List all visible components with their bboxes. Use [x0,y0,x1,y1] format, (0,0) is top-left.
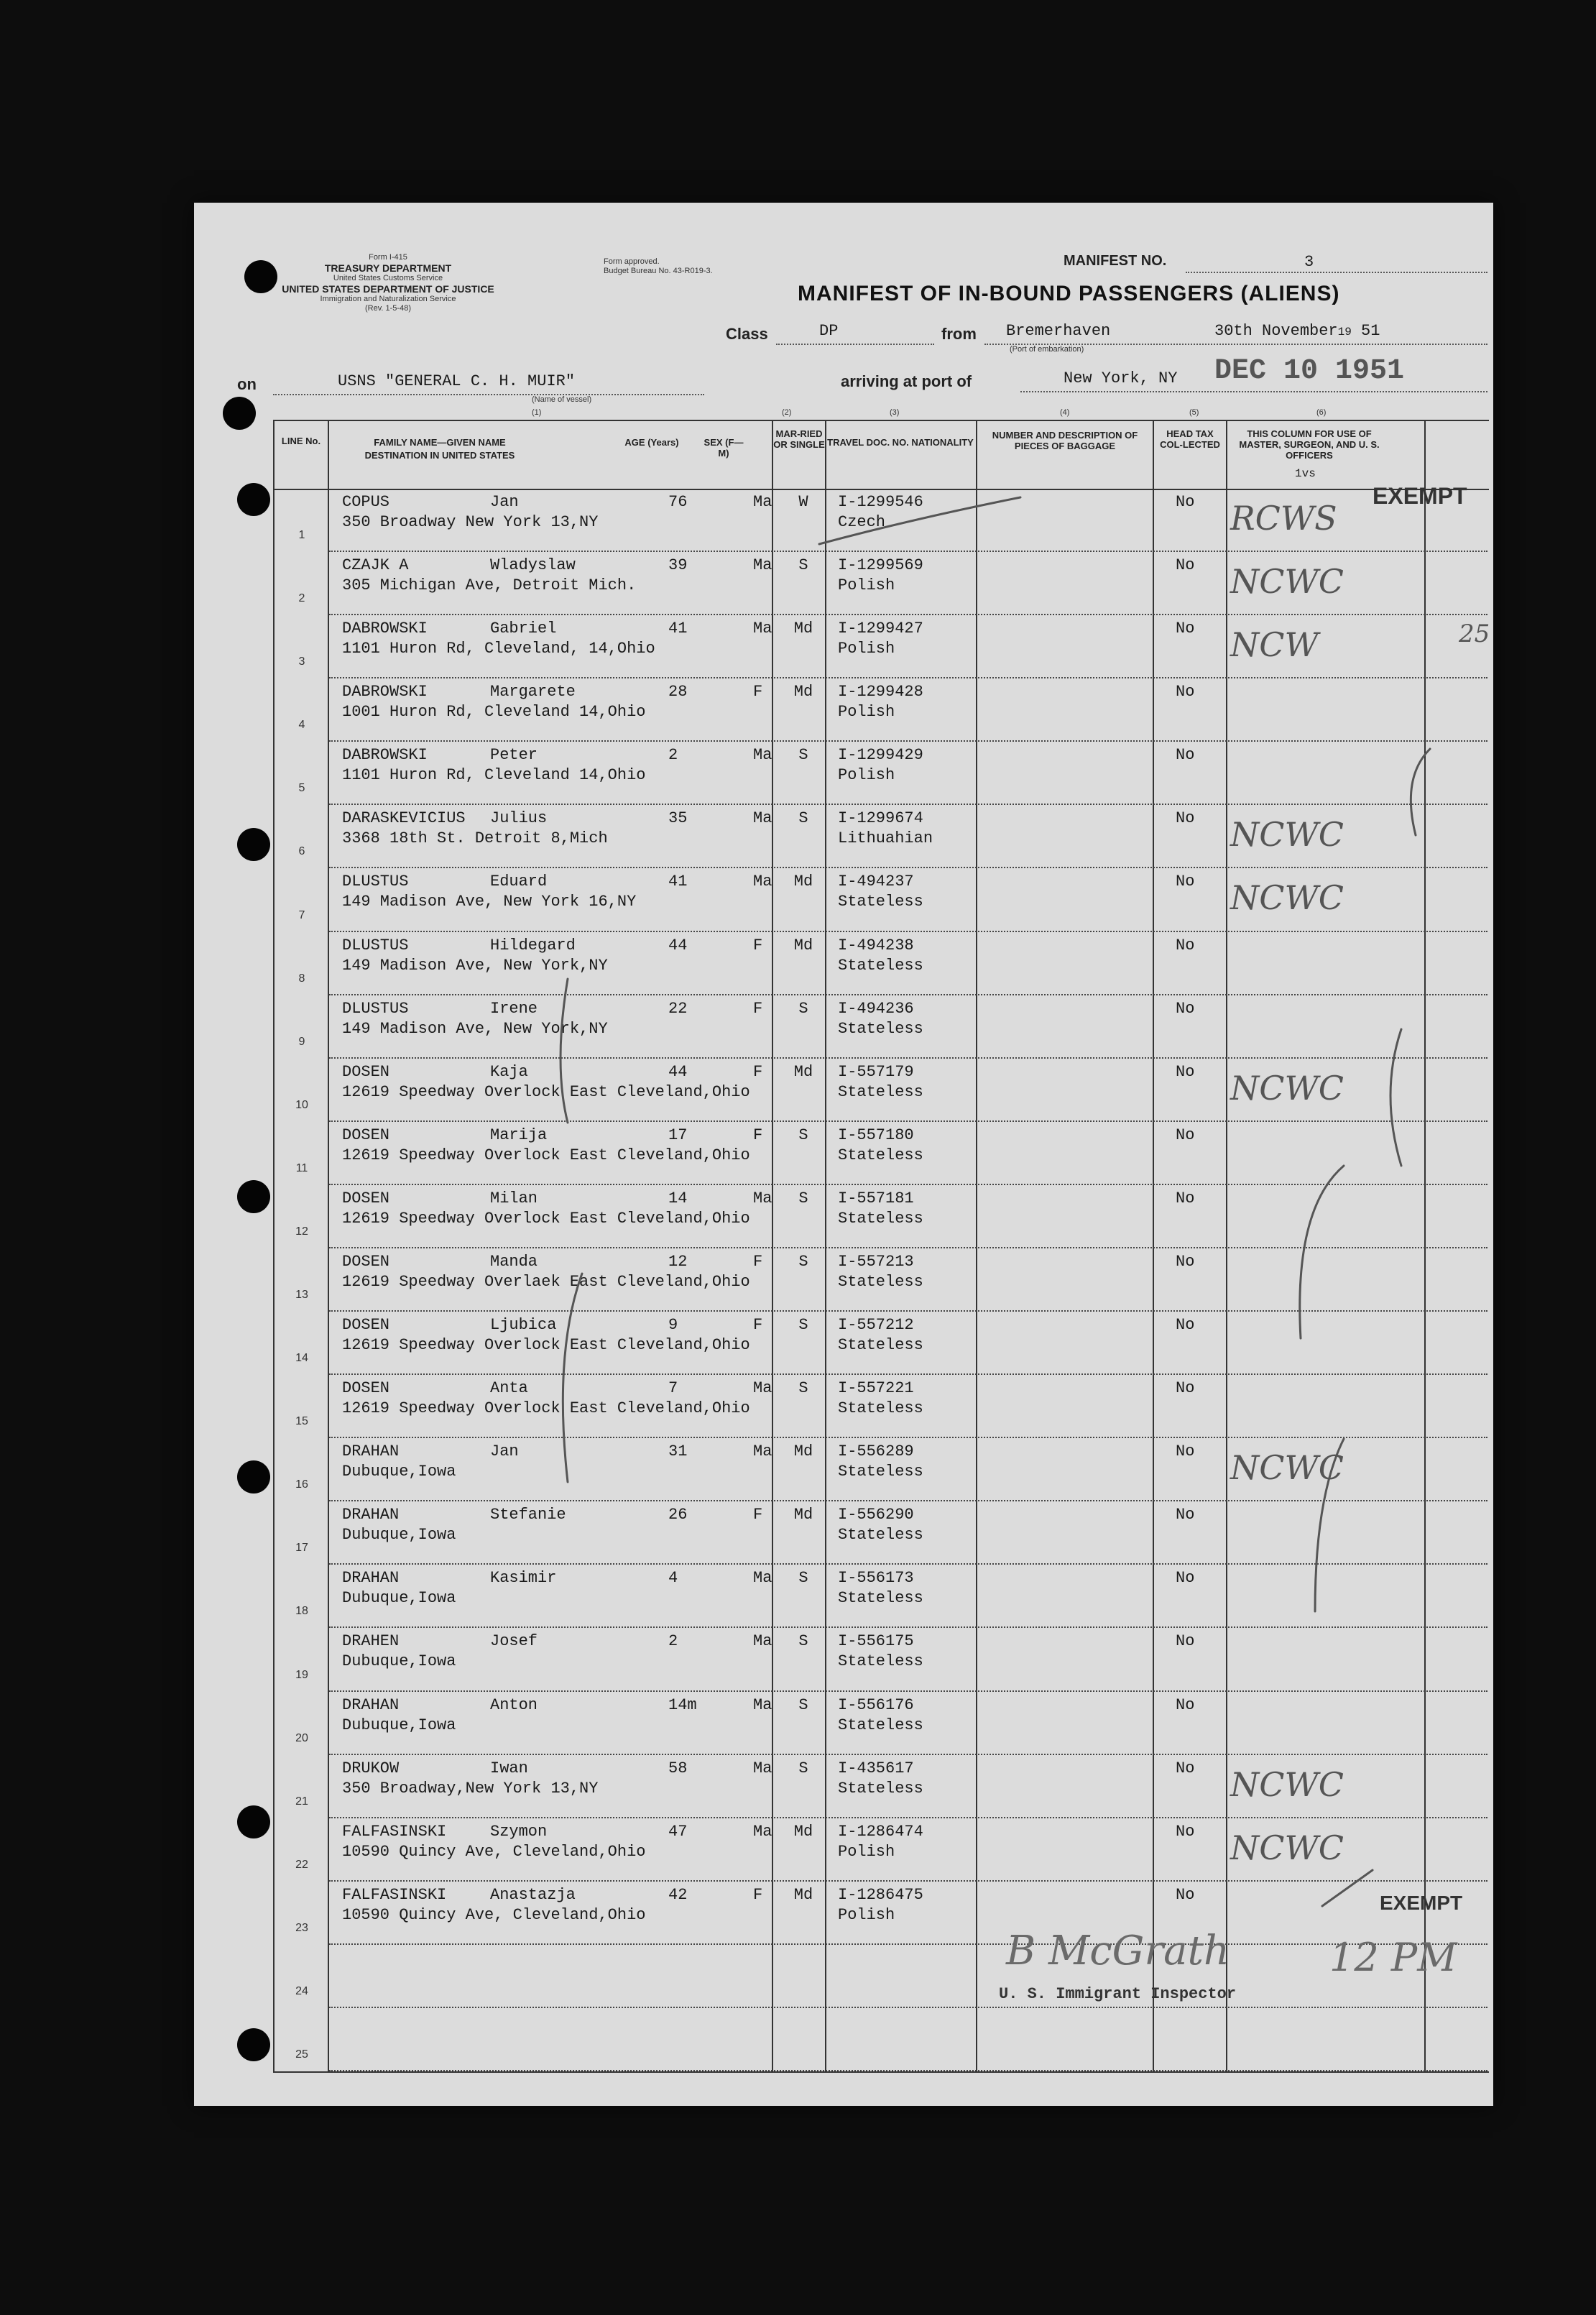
travel-doc-no: I-557213 [838,1252,914,1271]
family-name: DARASKEVICIUS [342,809,466,828]
family-name: DRAHEN [342,1632,400,1651]
head-tax: No [1176,1822,1195,1841]
travel-doc-no: I-1299569 [838,556,923,575]
sex: Ma [753,746,772,765]
embark-port-caption: (Port of embarkation) [1010,345,1084,354]
marital-status: S [798,809,808,828]
destination: 12619 Speedway Overlock East Cleveland,Ohio [342,1146,750,1164]
line-number: 22 [295,1858,308,1871]
family-name: DOSEN [342,1316,390,1335]
sex: F [753,999,763,1018]
handwriting-strokes [194,203,1493,2106]
marital-status: Md [793,620,813,638]
age: 31 [668,1442,688,1461]
head-tax: No [1176,1126,1195,1144]
officer-note: NCWC [1230,815,1344,855]
given-name: Wladyslaw [490,556,576,575]
arrival-port: New York, NY [1064,369,1178,387]
vessel-caption: (Name of vessel) [532,395,592,404]
age: 14m [668,1695,697,1714]
manifest-title: MANIFEST OF IN-BOUND PASSENGERS (ALIENS) [798,282,1340,305]
col-baggage: NUMBER AND DESCRIPTION OF PIECES OF BAGGAGE [992,430,1138,451]
sex: Ma [753,493,772,511]
line-number: 13 [295,1289,308,1302]
col-destination: DESTINATION IN UNITED STATES [364,450,515,461]
age: 35 [668,809,688,828]
destination: 12619 Speedway Overlock East Cleveland,Ohio [342,1336,750,1355]
marital-status: Md [793,936,813,954]
family-name: DLUSTUS [342,873,409,891]
line-number: 8 [298,972,305,985]
inspector-signature: B McGrath [1006,1928,1230,1974]
age: 17 [668,1126,688,1144]
line-number: 16 [295,1478,308,1491]
family-name: COPUS [342,493,390,511]
nationality: Stateless [838,1082,923,1101]
destination: 12619 Speedway Overlock East Cleveland,Ohio [342,1399,750,1418]
nationality: Stateless [838,893,923,911]
destination: 10590 Quincy Ave, Cleveland,Ohio [342,1842,646,1861]
head-tax: No [1176,556,1195,575]
line-number: 12 [295,1225,308,1238]
family-name: FALFASINSKI [342,1822,447,1841]
destination: 1101 Huron Rd, Cleveland 14,Ohio [342,766,646,785]
given-name: Peter [490,746,538,765]
destination: Dubuque,Iowa [342,1526,456,1545]
family-name: DOSEN [342,1379,390,1398]
given-name: Milan [490,1189,538,1207]
sex: F [753,1062,763,1081]
family-name: DLUSTUS [342,999,409,1018]
head-tax: No [1176,620,1195,638]
given-name: Jan [490,493,519,511]
line-number: 7 [298,908,305,921]
family-name: DABROWSKI [342,746,428,765]
nationality: Polish [838,576,895,595]
arrival-date-stamp: DEC 10 1951 [1214,355,1405,387]
age: 4 [668,1569,678,1588]
given-name: Hildegard [490,936,576,954]
sex: Ma [753,620,772,638]
marital-status: Md [793,683,813,701]
travel-doc-no: I-557181 [838,1189,914,1207]
officer-note: NCWC [1230,562,1344,602]
destination: 149 Madison Ave, New York,NY [342,1019,608,1038]
marital-status: Md [793,1442,813,1461]
given-name: Anastazja [490,1885,576,1904]
col-line-no: LINE No. [281,436,321,446]
manifest-no-label: MANIFEST NO. [1064,253,1167,269]
travel-doc-no: I-1299429 [838,746,923,765]
family-name: DRAHAN [342,1695,400,1714]
dept-justice: UNITED STATES DEPARTMENT OF JUSTICE [282,283,494,295]
line-number: 24 [295,1984,308,1997]
manifest-page: Form I-415 TREASURY DEPARTMENT United States Customs Service UNITED STATES DEPARTMENT OF JUSTICE Immigration and Naturalization Service (Rev. 1-5-48) Form approved. Budget Bureau No. 43-R019-3. MANIFEST NO. 3 MANIFEST OF IN-BOUND PASSENGERS (ALIENS) Class DP from Bremerhaven (Port of embarkation) 30th November19 51 on USNS "GENERAL C. H. MUIR" (Name of vessel) arriving at port of New York, NY DEC 10 1951 (1) (2) (3) (4) (5) (6) LINE No. FAMILY NAME—GIVEN NAME DESTINATION IN UNITED STATES AGE (Years) SEX (F—M) MAR-RIED OR SINGLE TRAVEL DOC. NO. NATIONALITY NUMBER AND DESCRIPTION OF PIECES OF BAGGAGE HEAD TAX COL-LECTED THIS COLUMN FOR USE OF MASTER, SURGEON, AND U. S. OFFICERS 1vs 1 COPUS Jan 350 Broadway New York 13,NY 76 Ma W I-1299546 Czech No RCWS 2 CZAJK A Wladyslaw 305 Michigan Ave, Detroit Mich. 39 Ma S I-1299569 Polish No NCWC 3 DABROWSKI Gabriel 1101 Huron Rd, Cleveland, 14,Ohio 41 Ma Md I-1299427 Polish No NCW 4 DABROWSKI Margarete 1001 Huron Rd, Cleveland 14,Ohio 28 F Md I-1299428 Polish No 5 DABROWSKI Peter 1101 Huron Rd, Cleveland 14,Ohio 2 Ma S I-1299429 Polish No 6 DARASKEVICIUS Julius 3368 18th St. Detroit 8,Mich 35 Ma S I-1299674 Lithuahian No NCWC 7 DLUSTUS Eduard 149 Madison Ave, New York 16,NY 41 Ma Md I-494237 Stateless No NCWC 8 DLUSTUS Hildegard 149 Madison Ave, New York,NY 44 F Md I-494238 Stateless No 9 DLUSTUS Irene 149 Madison Ave, New York,NY 22 F S I-494236 Stateless No 10 DOSEN Kaja 12619 Speedway Overlock East Cleveland,Ohio 44 F Md I-557179 Stateless No NCWC 11 DOSEN Marija 12619 Speedway Overlock East Cleveland,Ohio 17 F S I-557180 Stateless No 12 DOSEN Milan 12619 Speedway Overlock East Cleveland,Ohio 14 Ma S I-557181 Stateless No 13 DOSEN Manda 12619 Speedway Overlaek East Cleveland,Ohio 12 F S I-557213 Stateless No 14 DOSEN Ljubica 12619 Speedway Overlock East Cleveland,Ohio 9 F S I-557212 Stateless No 15 DOSEN Anta 12619 Speedway Overlock East Cleveland,Ohio 7 Ma S I-557221 Stateless No 16 DRAHAN Jan Dubuque,Iowa 31 Ma Md I-556289 Stateless No NCWC 17 DRAHAN Stefanie Dubuque,Iowa 26 F Md I-556290 Stateless No 18 DRAHAN Kasimir Dubuque,Iowa 4 Ma S I-556173 Stateless No 19 DRAHEN Josef Dubuque,Iowa 2 Ma S I-556175 Stateless No 20 DRAHAN Anton Dubuque,Iowa 14m Ma S I-556176 Stateless No 21 DRUKOW Iwan 350 Broadway,New York 13,NY 58 Ma S I-435617 Stateless No NCWC 22 FALFASINSKI Szymon 10590 Quincy Ave, Cleveland,Ohio 47 Ma Md I-1286474 Polish No NCWC 23 FALFASINSKI Anastazja 10590 Quincy Ave, Cleveland,Ohio 42 F Md I-1286475 Polish No 24 25 EXEMPT 25 EXEMPT B McGrath 12 PM U. S. Immigrant Inspector [194,203,1493,2106]
age: 47 [668,1822,688,1841]
given-name: Josef [490,1632,538,1651]
nationality: Stateless [838,956,923,975]
travel-doc-no: I-557221 [838,1379,914,1398]
given-name: Anton [490,1695,538,1714]
destination: 305 Michigan Ave, Detroit Mich. [342,576,637,595]
sex: Ma [753,1632,772,1651]
officer-note: NCWC [1230,1448,1344,1488]
line-number: 15 [295,1415,308,1428]
form-revision: (Rev. 1-5-48) [365,304,411,313]
sex: Ma [753,1695,772,1714]
officer-note: NCWC [1230,1764,1344,1804]
nationality: Stateless [838,1526,923,1545]
nationality: Polish [838,766,895,785]
family-name: DOSEN [342,1126,390,1144]
col-officers-note: 1vs [1295,467,1316,480]
travel-doc-no: I-1299546 [838,493,923,511]
form-approval: Form approved. Budget Bureau No. 43-R019-3. [604,257,713,275]
col-officers: THIS COLUMN FOR USE OF MASTER, SURGEON, AND U. S. OFFICERS [1239,428,1380,461]
marital-status: S [798,1569,808,1588]
nationality: Stateless [838,1336,923,1355]
head-tax: No [1176,1506,1195,1524]
line-number: 21 [295,1795,308,1808]
age: 28 [668,683,688,701]
given-name: Irene [490,999,538,1018]
sex: Ma [753,809,772,828]
line-number: 4 [298,719,305,732]
line-number: 17 [295,1542,308,1555]
sex: F [753,936,763,954]
family-name: DOSEN [342,1062,390,1081]
count-annotation: 25 [1459,620,1490,648]
marital-status: Md [793,1062,813,1081]
destination: 149 Madison Ave, New York,NY [342,956,608,975]
nationality: Stateless [838,1399,923,1418]
head-tax: No [1176,873,1195,891]
line-number: 25 [295,2048,308,2061]
sex: Ma [753,1759,772,1777]
head-tax: No [1176,1632,1195,1651]
travel-doc-no: I-556175 [838,1632,914,1651]
sex: Ma [753,1379,772,1398]
head-tax: No [1176,1379,1195,1398]
destination: 350 Broadway New York 13,NY [342,513,599,531]
line-number: 10 [295,1098,308,1111]
head-tax: No [1176,1062,1195,1081]
marital-status: Md [793,1822,813,1841]
col-age: AGE (Years) [624,437,679,448]
head-tax: No [1176,746,1195,765]
line-number: 5 [298,782,305,795]
officer-note: NCWC [1230,878,1344,918]
age: 42 [668,1885,688,1904]
age: 2 [668,1632,678,1651]
family-name: DOSEN [342,1252,390,1271]
marital-status: S [798,1695,808,1714]
given-name: Anta [490,1379,528,1398]
sex: F [753,1126,763,1144]
travel-doc-no: I-494237 [838,873,914,891]
officer-note: NCWC [1230,1068,1344,1108]
age: 76 [668,493,688,511]
marital-status: S [798,1252,808,1271]
line-number: 3 [298,655,305,668]
family-name: DRAHAN [342,1442,400,1461]
nationality: Stateless [838,1209,923,1228]
officer-note: NCW [1230,625,1319,665]
head-tax: No [1176,1695,1195,1714]
line-number: 9 [298,1035,305,1048]
destination: 12619 Speedway Overlock East Cleveland,Ohio [342,1209,750,1228]
destination: 149 Madison Ave, New York 16,NY [342,893,637,911]
age: 9 [668,1316,678,1335]
travel-doc-no: I-557180 [838,1126,914,1144]
line-number: 19 [295,1668,308,1681]
age: 44 [668,936,688,954]
arriving-label: arriving at port of [841,372,972,390]
travel-doc-no: I-556173 [838,1569,914,1588]
col-married: MAR-RIED OR SINGLE [773,428,825,450]
marital-status: S [798,746,808,765]
age: 14 [668,1189,688,1207]
travel-doc-no: I-435617 [838,1759,914,1777]
inspector-title: U. S. Immigrant Inspector [999,1985,1237,2003]
head-tax: No [1176,1316,1195,1335]
given-name: Julius [490,809,548,828]
travel-doc-no: I-557212 [838,1316,914,1335]
exempt-top: EXEMPT [1373,483,1467,509]
destination: 1101 Huron Rd, Cleveland, 14,Ohio [342,640,655,658]
on-label: on [237,375,257,393]
given-name: Stefanie [490,1506,566,1524]
dept-ins: Immigration and Naturalization Service [320,295,456,303]
form-number: Form I-415 [369,253,407,262]
line-number: 2 [298,592,305,605]
age: 41 [668,620,688,638]
given-name: Kasimir [490,1569,557,1588]
nationality: Polish [838,1842,895,1861]
col-name: FAMILY NAME—GIVEN NAME [374,437,506,448]
col-sex: SEX (F—M) [704,437,744,459]
marital-status: S [798,556,808,575]
age: 58 [668,1759,688,1777]
head-tax: No [1176,1759,1195,1777]
head-tax: No [1176,1569,1195,1588]
given-name: Marija [490,1126,548,1144]
travel-doc-no: I-557179 [838,1062,914,1081]
age: 39 [668,556,688,575]
line-number: 20 [295,1731,308,1744]
destination: 350 Broadway,New York 13,NY [342,1779,599,1798]
embark-port: Bremerhaven [1006,322,1111,340]
family-name: DABROWSKI [342,620,428,638]
given-name: Szymon [490,1822,548,1841]
marital-status: Md [793,1885,813,1904]
head-tax: No [1176,683,1195,701]
sex: F [753,683,763,701]
family-name: FALFASINSKI [342,1885,447,1904]
nationality: Stateless [838,1019,923,1038]
class-value: DP [819,322,839,340]
nationality: Czech [838,513,886,531]
line-number: 1 [298,529,305,542]
destination: 10590 Quincy Ave, Cleveland,Ohio [342,1905,646,1924]
class-label: Class [726,325,768,343]
marital-status: Md [793,873,813,891]
nationality: Lithuahian [838,829,933,848]
sex: Ma [753,1822,772,1841]
marital-status: S [798,1189,808,1207]
marital-status: S [798,1759,808,1777]
given-name: Ljubica [490,1316,557,1335]
head-tax: No [1176,1252,1195,1271]
destination: Dubuque,Iowa [342,1463,456,1481]
nationality: Stateless [838,1146,923,1164]
destination: 12619 Speedway Overlock East Cleveland,Ohio [342,1082,750,1101]
line-number: 6 [298,845,305,858]
exempt-bottom: EXEMPT [1380,1892,1463,1914]
line-number: 11 [295,1161,308,1174]
given-name: Manda [490,1252,538,1271]
travel-doc-no: I-1286475 [838,1885,923,1904]
age: 7 [668,1379,678,1398]
officer-note: RCWS [1230,499,1337,538]
marital-status: Md [793,1506,813,1524]
travel-doc-no: I-1286474 [838,1822,923,1841]
travel-doc-no: I-494236 [838,999,914,1018]
sex: Ma [753,1442,772,1461]
travel-doc-no: I-1299427 [838,620,923,638]
head-tax: No [1176,493,1195,511]
travel-doc-no: I-556289 [838,1442,914,1461]
line-number: 18 [295,1605,308,1618]
manifest-date: 30th November19 51 [1214,322,1380,340]
family-name: DABROWSKI [342,683,428,701]
marital-status: S [798,1379,808,1398]
destination: Dubuque,Iowa [342,1589,456,1608]
given-name: Kaja [490,1062,528,1081]
sex: F [753,1885,763,1904]
age: 2 [668,746,678,765]
from-label: from [941,325,977,343]
family-name: DRUKOW [342,1759,400,1777]
officer-note: NCWC [1230,1828,1344,1867]
family-name: DLUSTUS [342,936,409,954]
age: 41 [668,873,688,891]
sex: Ma [753,873,772,891]
vessel-name: USNS "GENERAL C. H. MUIR" [338,372,576,390]
travel-doc-no: I-494238 [838,936,914,954]
destination: 12619 Speedway Overlaek East Cleveland,Ohio [342,1272,750,1291]
family-name: CZAJK A [342,556,409,575]
sex: Ma [753,1569,772,1588]
family-name: DRAHAN [342,1506,400,1524]
nationality: Stateless [838,1589,923,1608]
nationality: Polish [838,640,895,658]
nationality: Polish [838,703,895,722]
marital-status: S [798,999,808,1018]
head-tax: No [1176,809,1195,828]
manifest-no-value: 3 [1304,253,1314,271]
head-tax: No [1176,999,1195,1018]
head-tax: No [1176,1442,1195,1461]
destination: 1001 Huron Rd, Cleveland 14,Ohio [342,703,646,722]
family-name: DRAHAN [342,1569,400,1588]
head-tax: No [1176,1885,1195,1904]
age: 26 [668,1506,688,1524]
dept-customs: United States Customs Service [333,274,443,282]
nationality: Stateless [838,1779,923,1798]
head-tax: No [1176,936,1195,954]
col-head-tax: HEAD TAX COL-LECTED [1160,428,1220,450]
travel-doc-no: I-556290 [838,1506,914,1524]
sex: F [753,1506,763,1524]
destination: Dubuque,Iowa [342,1652,456,1671]
age: 44 [668,1062,688,1081]
sex: Ma [753,556,772,575]
head-tax: No [1176,1189,1195,1207]
sex: Ma [753,1189,772,1207]
given-name: Gabriel [490,620,557,638]
family-name: DOSEN [342,1189,390,1207]
line-number: 14 [295,1352,308,1365]
nationality: Stateless [838,1652,923,1671]
travel-doc-no: I-1299674 [838,809,923,828]
given-name: Eduard [490,873,548,891]
nationality: Polish [838,1905,895,1924]
age: 22 [668,999,688,1018]
nationality: Stateless [838,1463,923,1481]
nationality: Stateless [838,1272,923,1291]
destination: Dubuque,Iowa [342,1716,456,1734]
col-travel-doc: TRAVEL DOC. NO. NATIONALITY [827,437,974,448]
given-name: Jan [490,1442,519,1461]
age: 12 [668,1252,688,1271]
dept-treasury: TREASURY DEPARTMENT [324,262,452,274]
line-number: 23 [295,1921,308,1934]
marital-status: S [798,1632,808,1651]
sex: F [753,1316,763,1335]
given-name: Iwan [490,1759,528,1777]
marital-status: S [798,1316,808,1335]
destination: 3368 18th St. Detroit 8,Mich [342,829,608,848]
given-name: Margarete [490,683,576,701]
nationality: Stateless [838,1716,923,1734]
marital-status: W [798,493,808,511]
marital-status: S [798,1126,808,1144]
travel-doc-no: I-556176 [838,1695,914,1714]
signature-time: 12 PM [1329,1935,1457,1980]
sex: F [753,1252,763,1271]
travel-doc-no: I-1299428 [838,683,923,701]
